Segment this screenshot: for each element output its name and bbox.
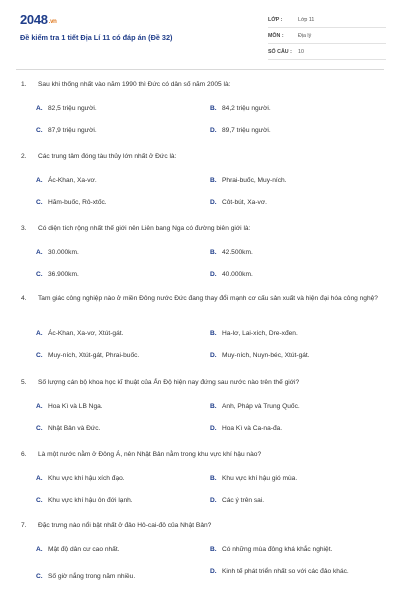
option-text: Mật độ dân cư cao nhất. — [48, 546, 120, 553]
option-letter: A. — [36, 330, 43, 337]
option-d[interactable] — [210, 351, 370, 360]
option-text: Ác-Khan, Xa-vơ. — [48, 177, 97, 184]
option-text: Kinh tế phát triển nhất so với các đảo khác. — [222, 568, 349, 575]
meta-label: LỚP : — [268, 16, 283, 23]
option-letter: A. — [36, 475, 43, 482]
option-c[interactable] — [36, 572, 196, 581]
meta-value: 10 — [298, 48, 304, 55]
option-letter: A. — [36, 249, 43, 256]
question-number: 4. — [21, 295, 27, 302]
option-text: 89,7 triệu người. — [222, 127, 271, 134]
option-text: Muy-ních, Nuyn-béc, Xtút-gát. — [222, 352, 310, 359]
option-text: Khu vực khí hậu ôn đới lạnh. — [48, 497, 133, 504]
option-text: Hăm-buốc, Rô-xtốc. — [48, 199, 107, 206]
question-number: 3. — [21, 225, 27, 232]
option-letter: A. — [36, 177, 43, 184]
meta-row-count — [268, 44, 386, 60]
question-text — [21, 521, 384, 531]
question-number: 5. — [21, 379, 27, 386]
option-a[interactable] — [36, 545, 196, 554]
option-text: Hoa Kì và LB Nga. — [48, 403, 103, 410]
option-b[interactable] — [210, 402, 370, 411]
option-c[interactable] — [36, 496, 196, 505]
question-number: 7. — [21, 522, 27, 529]
option-text: Số giờ nắng trong năm nhiều. — [48, 573, 136, 580]
question-number: 6. — [21, 451, 27, 458]
option-c[interactable] — [36, 424, 196, 433]
option-c[interactable] — [36, 351, 196, 360]
option-text: 30.000km. — [48, 249, 79, 256]
option-text: Ác-Khan, Xa-vơ, Xtút-gát. — [48, 330, 124, 337]
option-letter: B. — [210, 330, 217, 337]
option-d[interactable] — [210, 198, 370, 207]
option-a[interactable] — [36, 248, 196, 257]
option-b[interactable] — [210, 474, 370, 483]
option-d[interactable] — [210, 424, 370, 433]
option-a[interactable] — [36, 402, 196, 411]
question-body: Tam giác công nghiệp nào ở miền Đông nước Đức đang thay đổi mạnh cơ cấu sản xuất và hiện đại hóa công nghệ? — [38, 295, 378, 302]
option-letter: D. — [210, 568, 217, 575]
option-c[interactable] — [36, 126, 196, 135]
option-text: 82,5 triệu người. — [48, 105, 97, 112]
option-d[interactable] — [210, 270, 370, 279]
option-a[interactable] — [36, 104, 196, 113]
meta-label: SỐ CÂU : — [268, 48, 292, 55]
option-a[interactable] — [36, 474, 196, 483]
question-body: Các trung tâm đóng tàu thủy lớn nhất ở Đức là: — [38, 153, 177, 160]
page-header — [16, 0, 384, 70]
option-letter: C. — [36, 271, 43, 278]
option-d[interactable] — [210, 496, 370, 505]
option-letter: C. — [36, 425, 43, 432]
option-letter: A. — [36, 105, 43, 112]
option-b[interactable] — [210, 248, 370, 257]
question-text — [21, 224, 384, 234]
site-logo[interactable] — [20, 12, 57, 27]
question-body: Là một nước nằm ở Đông Á, nên Nhật Bản nằm trong khu vực khí hậu nào? — [38, 451, 262, 458]
option-text: 84,2 triệu người. — [222, 105, 271, 112]
option-letter: C. — [36, 497, 43, 504]
option-letter: D. — [210, 352, 217, 359]
option-b[interactable] — [210, 329, 370, 338]
option-text: Hoa Kì và Ca-na-đa. — [222, 425, 283, 432]
question-text — [21, 294, 384, 304]
option-text: Khu vực khí hậu gió mùa. — [222, 475, 298, 482]
meta-value: Lớp 11 — [298, 16, 315, 23]
option-b[interactable] — [210, 176, 370, 185]
option-a[interactable] — [36, 329, 196, 338]
option-c[interactable] — [36, 198, 196, 207]
question-body: Số lượng cán bộ khoa học kĩ thuật của Ấn Độ hiện nay đứng sau nước nào trên thế giới? — [38, 379, 300, 386]
option-d[interactable] — [210, 126, 370, 135]
option-text: Các ý trên sai. — [222, 497, 265, 504]
logo-text: 2048 — [20, 12, 48, 27]
option-letter: D. — [210, 271, 217, 278]
question-number: 2. — [21, 153, 27, 160]
question-text — [21, 152, 384, 162]
option-letter: B. — [210, 105, 217, 112]
meta-value: Địa lý — [298, 32, 312, 39]
option-letter: B. — [210, 403, 217, 410]
option-text: Côt-bút, Xa-vơ. — [222, 199, 268, 206]
option-letter: C. — [36, 573, 43, 580]
option-letter: C. — [36, 352, 43, 359]
page-title: Đề kiểm tra 1 tiết Địa Lí 11 có đáp án (Đề 32) — [20, 33, 173, 42]
option-text: Anh, Pháp và Trung Quốc. — [222, 403, 300, 410]
meta-row-class — [268, 12, 386, 28]
option-b[interactable] — [210, 104, 370, 113]
meta-row-subject — [268, 28, 386, 44]
option-text: Muy-ních, Xtút-gát, Phrai-buốc. — [48, 352, 140, 359]
question-number: 1. — [21, 81, 27, 88]
option-text: Ha-lơ, Lai-xích, Dre-xđen. — [222, 330, 298, 337]
option-text: 36.900km. — [48, 271, 79, 278]
option-b[interactable] — [210, 545, 370, 554]
question-text — [21, 80, 384, 90]
option-letter: A. — [36, 403, 43, 410]
question-text — [21, 450, 384, 460]
option-text: Phrai-buốc, Muy-ních. — [222, 177, 287, 184]
meta-label: MÔN : — [268, 32, 284, 39]
option-text: Khu vực khí hậu xích đạo. — [48, 475, 125, 482]
option-letter: D. — [210, 497, 217, 504]
option-letter: B. — [210, 475, 217, 482]
question-body: Sau khi thống nhất vào năm 1990 thì Đức có dân số năm 2005 là: — [38, 81, 231, 88]
exam-meta — [268, 12, 386, 60]
option-letter: D. — [210, 127, 217, 134]
option-letter: C. — [36, 127, 43, 134]
option-d[interactable] — [210, 567, 370, 576]
option-letter: D. — [210, 199, 217, 206]
option-text: 42.500km. — [222, 249, 253, 256]
question-body: Có diện tích rộng nhất thế giới nên Liên bang Nga có đường biên giới là: — [38, 225, 251, 232]
question-text — [21, 378, 384, 388]
option-letter: C. — [36, 199, 43, 206]
option-text: 87,9 triệu người. — [48, 127, 97, 134]
option-letter: B. — [210, 177, 217, 184]
option-letter: D. — [210, 425, 217, 432]
option-letter: A. — [36, 546, 43, 553]
option-text: 40.000km. — [222, 271, 253, 278]
option-letter: B. — [210, 249, 217, 256]
question-body: Đặc trưng nào nổi bật nhất ở đảo Hô-cai-đô của Nhật Bản? — [38, 522, 212, 529]
logo-suffix: .vn — [48, 19, 57, 25]
option-letter: B. — [210, 546, 217, 553]
option-c[interactable] — [36, 270, 196, 279]
option-text: Nhật Bản và Đức. — [48, 425, 101, 432]
option-a[interactable] — [36, 176, 196, 185]
option-text: Có những mùa đông khá khắc nghiệt. — [222, 546, 333, 553]
